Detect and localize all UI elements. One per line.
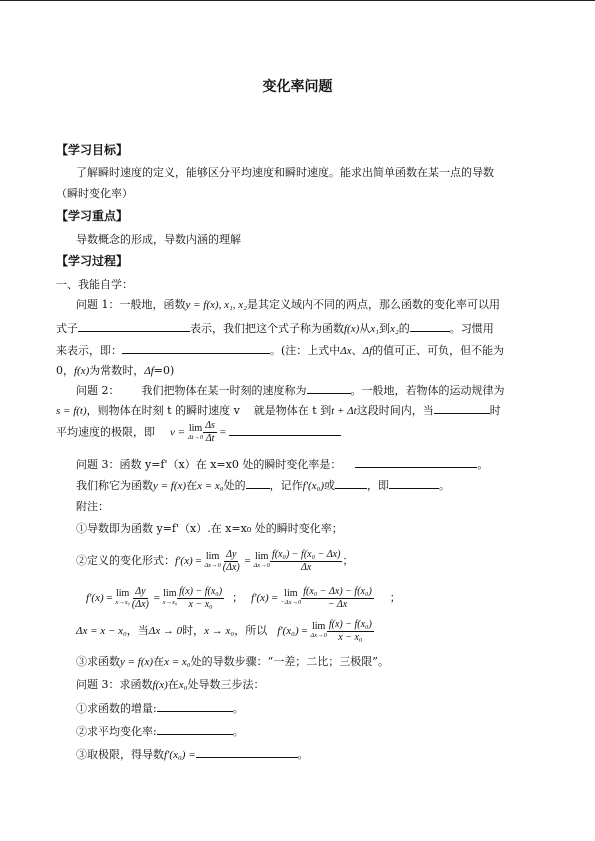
q3-text-e: 处的 <box>223 479 246 492</box>
note-3-lim-a: lim x→x₀ <box>115 588 130 606</box>
q3-blank-alt[interactable] <box>335 477 367 489</box>
q1-text-h: 。习惯用 <box>449 322 494 335</box>
note-label: 附注： <box>76 500 109 513</box>
q1-df: Δf <box>362 345 373 357</box>
note-4-lim: lim −Δx→0 <box>280 588 302 606</box>
q1-line-4 <box>56 364 174 378</box>
q1-line-2 <box>56 320 494 336</box>
goal-text-2: （瞬时变化率） <box>56 187 133 200</box>
q1-text-f: 到 <box>378 322 390 335</box>
q3-blank-rate[interactable] <box>355 456 477 468</box>
q1-dx: Δx <box>340 345 352 357</box>
q2-text-d: ，则物体在时刻 t 的瞬时速度 v <box>86 404 240 417</box>
q2-limit <box>188 424 203 442</box>
q3b-step-1: ①求函数的增量: 。 <box>76 702 244 715</box>
q3-line-2 <box>76 477 450 493</box>
q1-line-1 <box>76 298 500 312</box>
q1-text-a: 问题 1：一般地，函数 <box>76 298 186 311</box>
note-3-frac-a: $\frac{\Delta y}{(\Delta x)}$ <box>131 585 149 610</box>
q2-lim-word: lim <box>188 422 203 434</box>
q3b-step-3: ③取极限，得导数f'(x₀) = 。 <box>76 748 309 761</box>
q3b-blank-avg-rate[interactable] <box>157 723 233 735</box>
q1-text-b: 是其定义域内不同的两点，那么函数的变化率可以用 <box>246 298 500 311</box>
note-1: ①导数即为函数 y=f'（x）.在 x=x₀ 处的瞬时变化率； <box>76 522 343 535</box>
note-2-frac-b: $\frac{\text{f(x₀) − f(x₀ − Δx)}}{\Delta x}$ <box>271 548 341 573</box>
q3b-blank-derivative[interactable] <box>196 746 298 758</box>
q3-text-h: ，即 <box>367 479 390 492</box>
q2-text-g: 时 <box>489 404 501 417</box>
q2-blank-condition[interactable] <box>434 402 490 414</box>
q3-text-g: 或 <box>324 479 336 492</box>
q3-text-d: 在 <box>186 479 198 492</box>
q2-text-e: 就是物体在 t 到 <box>253 404 332 417</box>
note-4-fpx: f'(x) <box>251 592 269 604</box>
q1-text-d: 表示，我们把这个式子称为函数 <box>190 322 344 335</box>
q3-text-f: ，记作 <box>269 479 303 492</box>
q2-text-b: 我们把物体在某一时刻的速度称为 <box>141 384 307 397</box>
q1-text-l: 0， <box>56 364 74 377</box>
q1-text-n: =0) <box>153 364 175 377</box>
page-title: 变化率问题 <box>262 79 333 95</box>
q2-blank-instant-velocity[interactable] <box>307 382 351 394</box>
self-study-heading: 一、我能自学： <box>56 278 133 291</box>
note-3-frac-b: $\frac{\text{f(x) − f(x₀)}}{\text{x − x₀}}$ <box>179 585 223 610</box>
q1-text-k: 的值可正、可负，但不能为 <box>372 344 505 357</box>
q2-text-h: 平均速度的极限，即 <box>56 425 155 439</box>
q1-line-3 <box>56 342 504 358</box>
q3b-blank-increment[interactable] <box>157 700 233 712</box>
q2-line-3 <box>56 420 341 445</box>
q1-fx: f(x) <box>344 323 360 335</box>
q2-t-plus-dt: t + Δt <box>331 405 357 417</box>
note-5-dx-eq: Δx = x − x₀ <box>76 625 127 637</box>
section-goal: 【学习目标】 <box>56 143 129 157</box>
q3-fprime: f'(x₀) <box>302 480 325 492</box>
q3-x-x0: x = x₀ <box>197 480 224 492</box>
note-2-line: ②定义的变化形式：f'(x) = lim Δx→0 $\frac{\Delta y}{(\Delta x)}$ = lim Δx→0 $\frac{\text{f(x₀) − f(x₀ − Δx)}}{\Delta x}$ ； <box>76 548 354 573</box>
note-2-lim-a: lim Δx→0 <box>204 551 221 569</box>
q1-text-e: 从 <box>359 322 371 335</box>
note-5-dx-to-0: Δx → 0 <box>148 625 183 637</box>
q2-den: Δt <box>205 433 215 444</box>
note-2-frac-a: $\frac{\Delta y}{(\Delta x)}$ <box>222 548 240 573</box>
q3-text-a: 问题 3：函数 y=f'（x）在 x=x0 处的瞬时变化率是： <box>76 458 342 471</box>
q2-motion-law: s = f(t) <box>56 405 87 417</box>
note-5-line: Δx = x − x₀，当Δx → 0时，x → x₀，所以 f'(x₀) = lim Δx→0 $\frac{\text{f(x) − f(x₀)}}{\text{x − x₀}}$ <box>76 618 372 643</box>
q1-fx-2: f(x) <box>74 365 90 377</box>
note-2-fpx: f'(x) <box>175 555 193 567</box>
q3-line-1 <box>76 456 488 472</box>
q1-blank-name[interactable] <box>410 320 450 332</box>
q2-blank-limit[interactable] <box>229 424 341 436</box>
note-6-line: ③求函数y = f(x)在x = x₀处的导数步骤：“一差；二比；三极限”。 <box>76 655 389 668</box>
section-process: 【学习过程】 <box>56 254 129 268</box>
q3-text-c: 我们称它为函数 <box>76 479 153 492</box>
q1-blank-expression[interactable] <box>78 320 190 332</box>
q1-x1: x₁ <box>370 323 379 335</box>
note-3-fpx: f'(x) <box>86 592 104 604</box>
note-3-line: f'(x) = lim x→x₀ $\frac{\Delta y}{(\Delta x)}$ = lim x→x₀ $\frac{\text{f(x) − f(x₀)}}{\text{x − x₀}}$ ； f'(x) = lim −Δx→0 $\frac{\text{f(x₀ − Δx) − f(x₀)}}{- \Delta x}$ ； <box>86 585 401 610</box>
q1-text-i: 来表示，即： <box>56 344 122 357</box>
q1-text-c: 式子 <box>56 322 78 335</box>
note-3-lim-b: lim x→x₀ <box>162 588 178 606</box>
key-text: 导数概念的形成，导数内涵的理解 <box>76 233 241 246</box>
q2-v: v = <box>170 426 188 439</box>
note-2-lim-b: lim Δx→0 <box>253 551 270 569</box>
q1-text-j: 。(注：上式中 <box>270 344 341 357</box>
note-5-fpx0: f'(x₀) <box>277 625 299 637</box>
q2-num: Δs <box>205 420 215 431</box>
q1-text-g: 的 <box>398 322 410 335</box>
note-4-frac: $\frac{\text{f(x₀ − Δx) − f(x₀)}}{- \Delta x}$ <box>303 585 372 610</box>
note-5-frac: $\frac{\text{f(x) − f(x₀)}}{\text{x − x₀}}$ <box>328 618 372 643</box>
q2-line-1 <box>76 382 505 398</box>
goal-text-1: 了解瞬时速度的定义，能够区分平均速度和瞬时速度。能求出简单函数在某一点的导数 <box>76 166 494 179</box>
q3-blank-def[interactable] <box>389 477 439 489</box>
q3-blank-term[interactable] <box>246 477 270 489</box>
q3b-line-1: 问题 3：求函数f(x)在x₀处导数三步法： <box>76 678 265 691</box>
q2-lim-sub: Δt→0 <box>187 433 204 441</box>
q1-blank-formula[interactable] <box>122 342 270 354</box>
q1-df-0: Δf <box>144 365 154 377</box>
q1-x2: x₂ <box>389 323 399 335</box>
note-2-label: ②定义的变化形式： <box>76 554 175 567</box>
note-5-x-to-x0: x → x₀ <box>204 625 235 637</box>
q2-line-2 <box>56 402 501 418</box>
q3b-step-2: ②求平均变化率: 。 <box>76 725 244 738</box>
note-5-lim: lim Δx→0 <box>310 621 327 639</box>
q2-text-a: 问题 2： <box>76 384 120 397</box>
q2-fraction <box>203 420 217 445</box>
q3-text-b: 。 <box>477 458 489 471</box>
q1-sep: 、 <box>351 344 363 357</box>
q3-y: y = f(x) <box>153 480 187 492</box>
section-key: 【学习重点】 <box>56 209 129 223</box>
q2-text-c: 。一般地，若物体的运动规律为 <box>350 384 505 397</box>
q2-text-f: 这段时间内，当 <box>356 404 434 417</box>
q1-text-m: 为常数时， <box>89 364 145 377</box>
q3-text-i: 。 <box>439 479 451 492</box>
q2-eq: = <box>216 426 229 439</box>
q1-function-def: y = f(x), x₁, x₂ <box>185 299 247 311</box>
